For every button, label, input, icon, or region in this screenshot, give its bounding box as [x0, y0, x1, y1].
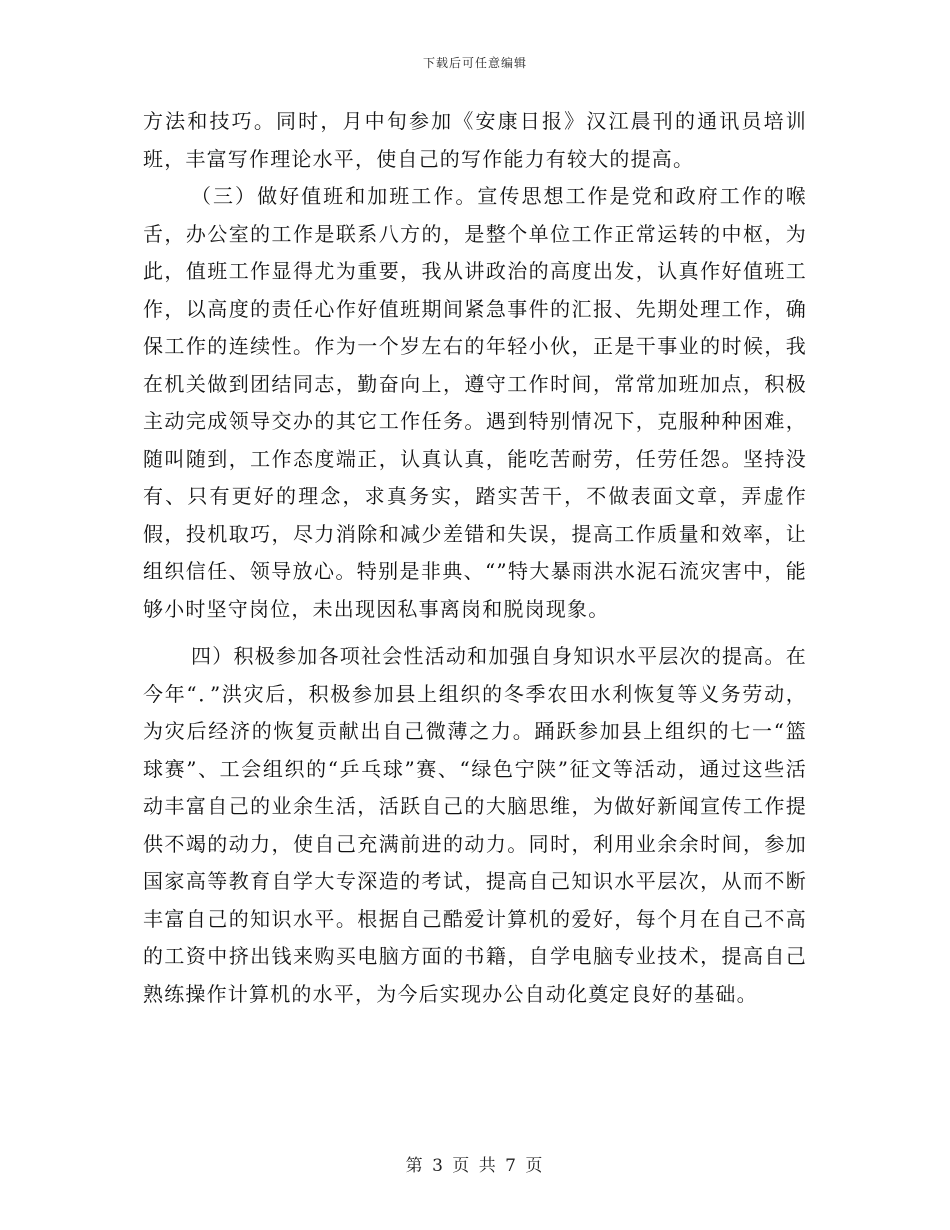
- header-note: 下载后可任意编辑: [422, 56, 527, 70]
- paragraph-continuation: 方法和技巧。同时，月中旬参加《安康日报》汉江晨刊的通讯员培训班，丰富写作理论水平，使自己的写作能力有较大的提高。: [143, 109, 807, 171]
- paragraph-duty-overtime: （三）做好值班和加班工作。宣传思想工作是党和政府工作的喉舌，办公室的工作是联系八方的，是整个单位工作正常运转的中枢，为此，值班工作显得尤为重要，我从讲政治的高度出发，认真作好值班工作，以高度的责任心作好值班期间紧急事件的汇报、先期处理工作，确保工作的连续性。作为一个岁左右的年轻小伙，正是干事业的时候，我在机关做到团结同志，勤奋向上，遵守工作时间，常常加班加点，积极主动完成领导交办的其它工作任务。遇到特别情况下，克服种种困难，随叫随到，工作态度端正，认真认真，能吃苦耐劳，任劳任怨。坚持没有、只有更好的理念，求真务实，踏实苦干，不做表面文章，弄虚作假，投机取巧，尽力消除和减少差错和失误，提高工作质量和效率，让组织信任、领导放心。特别是非典、“”特大暴雨洪水泥石流灾害中，能够小时坚守岗位，未出现因私事离岗和脱岗现象。: [143, 184, 807, 621]
- document-body: [143, 103, 807, 1013]
- page-number: 第 3 页 共 7 页: [405, 1156, 545, 1176]
- paragraph-social-activities: 四）积极参加各项社会性活动和加强自身知识水平层次的提高。在今年“．”洪灾后，积极参加县上组织的冬季农田水利恢复等义务劳动，为灾后经济的恢复贡献出自己微薄之力。踊跃参加县上组织的七一“篮球赛”、工会组织的“乒乓球”赛、“绿色宁陕”征文等活动，通过这些活动丰富自己的业余生活，活跃自己的大脑思维，为做好新闻宣传工作提供不竭的动力，使自己充满前进的动力。同时，利用业余余时间，参加国家高等教育自学大专深造的考试，提高自己知识水平层次，从而不断丰富自己的知识水平。根据自己酷爱计算机的爱好，每个月在自己不高的工资中挤出钱来购买电脑方面的书籍，自学电脑专业技术，提高自己熟练操作计算机的水平，为今后实现办公自动化奠定良好的基础。: [143, 644, 807, 1006]
